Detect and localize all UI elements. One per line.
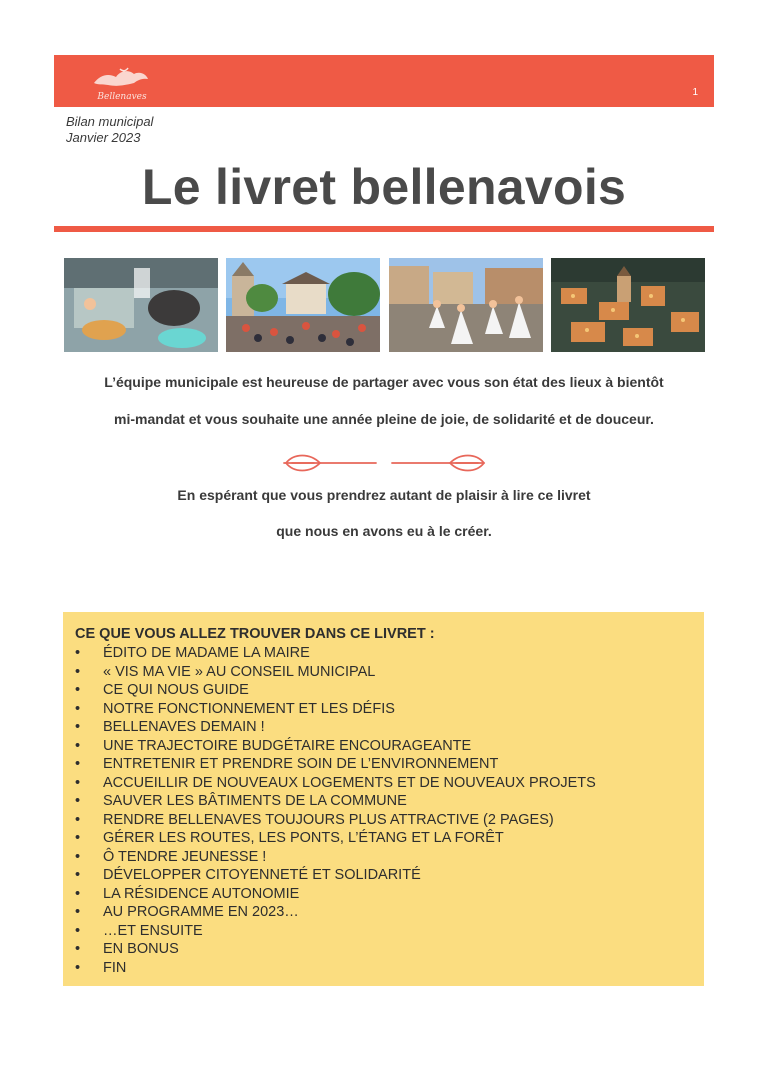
toc-item [75,849,596,868]
toc-item-label: AU PROGRAMME EN 2023… [103,904,299,920]
intro-line-1: L’équipe municipale est heureuse de partager avec vous son état des lieux à bientôt [104,374,664,390]
bullet-icon: • [75,756,81,772]
toc-item [75,830,596,849]
toc-item [75,664,596,683]
toc-item [75,941,596,960]
toc-item-label: BELLENAVES DEMAIN ! [103,719,265,735]
toc-item-label: Ô TENDRE JEUNESSE ! [103,848,267,865]
intro-line-4: que nous en avons eu à le créer. [276,523,492,539]
bullet-icon: • [75,867,81,883]
subtitle-line-2: Janvier 2023 [66,130,141,145]
document-subtitle [66,114,153,146]
intro-line-2: mi-mandat et vous souhaite une année pleine de joie, de solidarité et de douceur. [114,411,654,427]
aerial-night-village-photo [551,258,705,352]
toc-item-label: GÉRER LES ROUTES, LES PONTS, L’ÉTANG ET LA FORÊT [103,830,504,846]
toc-item [75,645,596,664]
table-of-contents [63,612,704,986]
toc-item-label: ENTRETENIR ET PRENDRE SOIN DE L’ENVIRONNEMENT [103,756,499,772]
toc-item-label: « VIS MA VIE » AU CONSEIL MUNICIPAL [103,663,376,680]
header-bar [54,55,714,107]
logo-text: Bellenaves [97,92,147,102]
bullet-icon: • [75,941,81,957]
toc-item [75,904,596,923]
toc-item-label: CE QUI NOUS GUIDE [103,682,249,698]
toc-item [75,867,596,886]
bellenaves-logo-icon [90,65,150,103]
intro-line-3: En espérant que vous prendrez autant de plaisir à lire ce livret [177,487,591,503]
toc-item [75,775,596,794]
toc-item [75,793,596,812]
bullet-icon: • [75,682,81,698]
toc-item [75,701,596,720]
toc-item-label: RENDRE BELLENAVES TOUJOURS PLUS ATTRACTIVE (2 PAGES) [103,811,554,828]
bullet-icon: • [75,830,81,846]
village-gathering-photo [226,258,380,352]
bullet-icon: • [75,719,81,735]
street-performers-photo [389,258,543,352]
toc-item-label: EN BONUS [103,941,179,957]
toc-item [75,738,596,757]
toc-item [75,886,596,905]
bullet-icon: • [75,811,81,828]
toc-item [75,960,596,979]
children-painting-photo [64,258,218,352]
bullet-icon: • [75,848,81,865]
toc-heading: CE QUE VOUS ALLEZ TROUVER DANS CE LIVRET : [75,626,435,642]
bullet-icon: • [75,922,81,939]
bullet-icon: • [75,904,81,920]
page-title: Le livret bellenavois [141,159,627,215]
subtitle-line-1: Bilan municipal [66,114,154,129]
toc-item-label: NOTRE FONCTIONNEMENT ET LES DÉFIS [103,700,395,717]
bullet-icon: • [75,959,81,976]
toc-item-label: DÉVELOPPER CITOYENNETÉ ET SOLIDARITÉ [103,867,421,883]
toc-item-label: ÉDITO DE MADAME LA MAIRE [103,645,310,661]
bullet-icon: • [75,737,81,754]
toc-item [75,812,596,831]
bullet-icon: • [75,774,81,791]
toc-item-label: UNE TRAJECTOIRE BUDGÉTAIRE ENCOURAGEANTE [103,737,472,754]
toc-item [75,756,596,775]
bullet-icon: • [75,700,81,717]
toc-item-label: SAUVER LES BÂTIMENTS DE LA COMMUNE [103,793,407,809]
title-divider [54,226,714,232]
toc-list [75,645,596,978]
bullet-icon: • [75,663,81,680]
bullet-icon: • [75,645,81,661]
toc-item-label: ACCUEILLIR DE NOUVEAUX LOGEMENTS ET DE NOUVEAUX PROJETS [103,774,596,791]
bullet-icon: • [75,793,81,809]
page-number: 1 [692,87,698,98]
toc-item [75,682,596,701]
toc-item-label: …ET ENSUITE [103,922,203,939]
toc-item [75,923,596,942]
toc-item-label: LA RÉSIDENCE AUTONOMIE [103,885,300,902]
bullet-icon: • [75,885,81,902]
leaf-divider-icon [280,449,490,477]
toc-item [75,719,596,738]
toc-item-label: FIN [103,959,127,976]
